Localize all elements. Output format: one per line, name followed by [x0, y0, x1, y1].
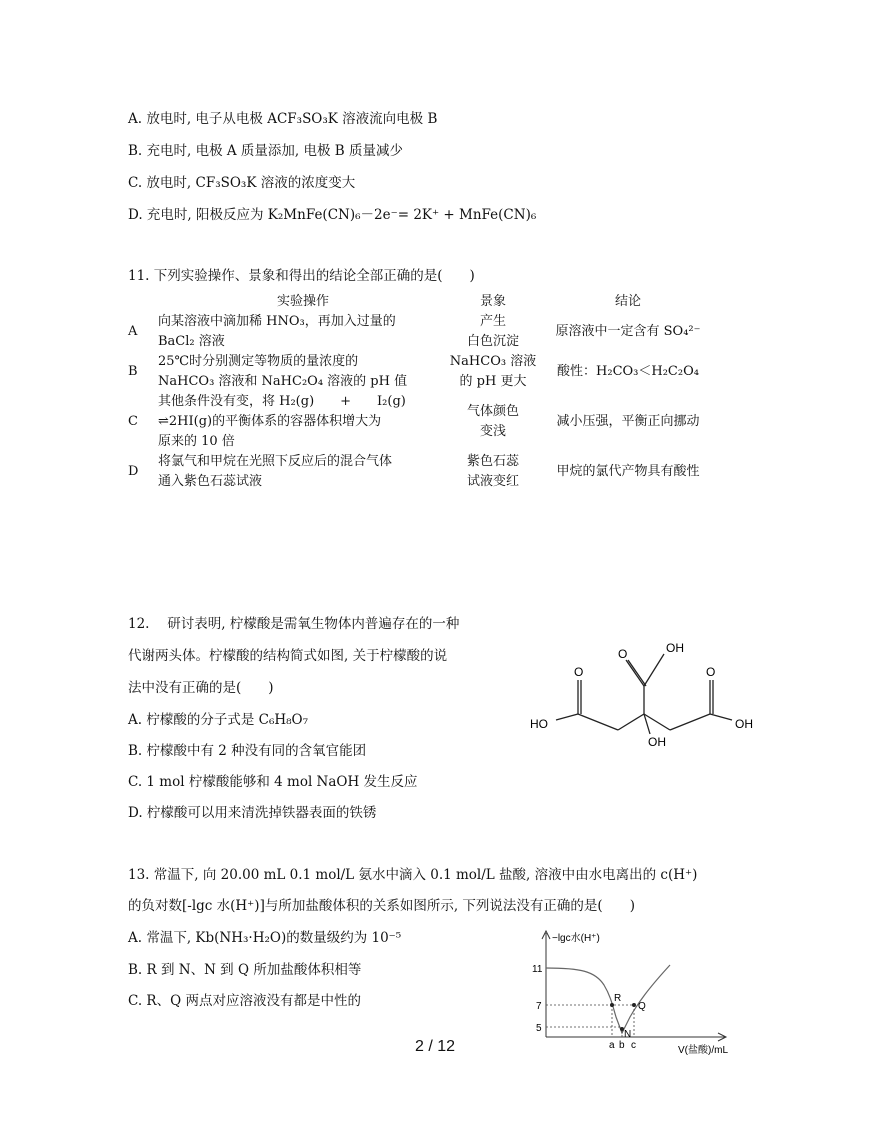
row-operation — [158, 452, 448, 492]
header-conclusion: 结论 — [614, 294, 641, 309]
row-conclusion: 酸性：H₂CO₃＜H₂C₂O₄ — [557, 364, 699, 379]
phenomenon-line: 紫色石蕊 — [466, 454, 519, 469]
q13-option-b: B. R 到 N、N 到 Q 所加盐酸体积相等 — [128, 962, 362, 978]
q12-stem-line3: 法中没有正确的是( ) — [128, 680, 274, 696]
row-label: D — [128, 464, 139, 479]
operation-line: 向某溶液中滴加稀 HNO₃，再加入过量的 — [158, 314, 396, 329]
point-label-r: R — [614, 993, 622, 1004]
q13-stem-line1: 13. 常温下, 向 20.00 mL 0.1 mol/L 氨水中滴入 0.1 mol/L 盐酸, 溶液中由水电离出的 c(H⁺) — [128, 867, 698, 883]
phenomenon-line: 试液变红 — [466, 474, 519, 489]
q12-stem-line1: 12. 研讨表明, 柠檬酸是需氧生物体内普遍存在的一种 — [128, 616, 460, 632]
citric-acid-structure — [520, 630, 770, 760]
q11-experiment-table — [128, 292, 718, 492]
phenomenon-line: 变浅 — [479, 424, 506, 439]
q10-option-b: B. 充电时, 电极 A 质量添加, 电极 B 质量减少 — [128, 143, 404, 159]
operation-line: 原来的 10 倍 — [158, 434, 235, 449]
row-label: A — [128, 324, 138, 339]
row-operation — [158, 312, 448, 352]
q12-option-a: A. 柠檬酸的分子式是 C₆H₈O₇ — [128, 712, 309, 728]
phenomenon-line: 产生 — [479, 314, 506, 329]
operation-line: ⇌2HI(g)的平衡体系的容器体积增大为 — [158, 414, 382, 429]
row-label: B — [128, 364, 138, 379]
operation-line: 将氯气和甲烷在光照下反应后的混合气体 — [158, 454, 393, 469]
table-row — [128, 452, 718, 492]
q12-option-d: D. 柠檬酸可以用来清洗掉铁器表面的铁锈 — [128, 805, 377, 821]
page-indicator: 2 / 12 — [414, 1038, 456, 1055]
phenomenon-line: 的 pH 更大 — [459, 374, 527, 389]
row-phenomenon — [448, 352, 538, 392]
q12-stem-line2: 代谢两头体。柠檬酸的结构简式如图, 关于柠檬酸的说 — [128, 648, 448, 664]
row-label: C — [128, 414, 138, 429]
q12-option-b: B. 柠檬酸中有 2 种没有同的含氧官能团 — [128, 743, 367, 759]
x-tick-label: b — [619, 1040, 625, 1051]
x-tick-label: a — [609, 1040, 615, 1051]
operation-line: 通入紫色石蕊试液 — [158, 474, 263, 489]
q13-stem-line2: 的负对数[-lgc 水(H⁺)]与所加盐酸体积的关系如图所示, 下列说法没有正确的是( ) — [128, 898, 635, 914]
row-phenomenon — [448, 392, 538, 452]
x-axis-label: V(盐酸)/mL — [678, 1045, 728, 1056]
q13-option-a: A. 常温下, Kb(NH₃·H₂O)的数量级约为 10⁻⁵ — [128, 930, 402, 946]
point-q — [632, 1003, 636, 1007]
table-row — [128, 312, 718, 352]
atom-label: HO — [530, 717, 548, 731]
row-conclusion: 原溶液中一定含有 SO₄²⁻ — [555, 324, 701, 339]
q10-option-c: C. 放电时, CF₃SO₃K 溶液的浓度变大 — [128, 175, 356, 191]
y-tick-label: 5 — [536, 1023, 542, 1034]
q13-option-c: C. R、Q 两点对应溶液没有都是中性的 — [128, 993, 361, 1009]
y-tick-label: 7 — [536, 1001, 542, 1012]
phenomenon-line: 气体颜色 — [466, 404, 519, 419]
point-label-q: Q — [638, 1001, 646, 1012]
atom-label: O — [574, 665, 584, 679]
header-operation: 实验操作 — [276, 294, 329, 309]
q11-stem: 11. 下列实验操作、景象和得出的结论全部正确的是( ) — [128, 268, 475, 284]
y-axis-label: −lgc水(H⁺) — [552, 933, 600, 944]
operation-line: BaCl₂ 溶液 — [158, 334, 225, 349]
point-label-n: N — [624, 1029, 632, 1040]
row-conclusion: 减小压强，平衡正向挪动 — [556, 414, 700, 429]
table-header-row — [128, 292, 718, 312]
row-phenomenon — [448, 312, 538, 352]
row-operation — [158, 392, 448, 452]
q10-option-a: A. 放电时, 电子从电极 ACF₃SO₃K 溶液流向电极 B — [128, 111, 438, 127]
operation-line: NaHCO₃ 溶液和 NaHC₂O₄ 溶液的 pH 值 — [158, 374, 408, 389]
row-conclusion: 甲烷的氯代产物具有酸性 — [556, 464, 700, 479]
phenomenon-line: NaHCO₃ 溶液 — [449, 354, 537, 369]
operation-line: 其他条件没有变，将 H₂(g) + I₂(g) — [158, 394, 406, 409]
atom-label: OH — [735, 717, 753, 731]
y-tick-label: 11 — [532, 964, 543, 975]
header-phenomenon: 景象 — [479, 294, 506, 309]
atom-label: O — [618, 647, 628, 661]
operation-line: 25℃时分别测定等物质的量浓度的 — [158, 354, 359, 369]
table-row — [128, 392, 718, 452]
atom-label: OH — [666, 641, 684, 655]
phenomenon-line: 白色沉淀 — [466, 334, 519, 349]
row-phenomenon — [448, 452, 538, 492]
titration-curve — [546, 965, 670, 1033]
row-operation — [158, 352, 448, 392]
atom-label: OH — [648, 735, 666, 749]
atom-label: O — [706, 665, 716, 679]
q10-option-d: D. 充电时, 阳极反应为 K₂MnFe(CN)₆－2e⁻= 2K⁺ + MnFe(CN)₆ — [128, 207, 537, 223]
x-tick-label: c — [631, 1040, 636, 1051]
q12-option-c: C. 1 mol 柠檬酸能够和 4 mol NaOH 发生反应 — [128, 774, 418, 790]
table-row — [128, 352, 718, 392]
